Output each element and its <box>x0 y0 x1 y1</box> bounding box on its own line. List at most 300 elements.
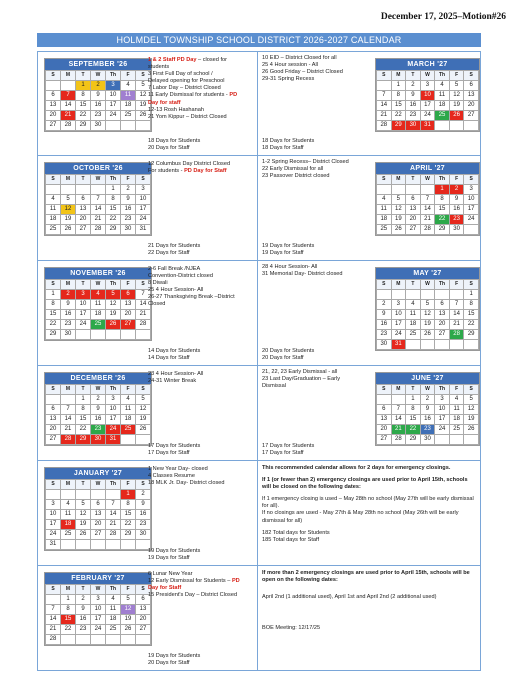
day-cell: 31 <box>106 435 121 445</box>
note-text: 1 & 2 Staff PD Day <box>148 57 197 63</box>
day-cell: 1 <box>391 81 406 91</box>
day-cell: 22 <box>76 425 91 435</box>
weekday-header: F <box>449 280 464 290</box>
day-cell: 5 <box>121 595 136 605</box>
day-cell: 16 <box>76 615 91 625</box>
week-row <box>46 490 151 500</box>
day-cell: 3 <box>435 395 450 405</box>
note-text: 10 EID – District Closed for all <box>262 55 337 61</box>
day-cell: 6 <box>46 91 61 101</box>
total-staff: 185 Total days for Staff <box>262 536 320 543</box>
note-text: 1-2 Spring Recess– District Closed <box>262 159 349 165</box>
note-line <box>148 473 224 480</box>
note-line <box>262 369 340 376</box>
day-cell <box>61 635 76 645</box>
day-cell: 28 <box>61 121 76 131</box>
month-calendar-jun <box>375 372 480 446</box>
day-cell: 5 <box>136 81 151 91</box>
note-text-highlight: PD <box>229 92 238 99</box>
day-cell: 30 <box>136 530 151 540</box>
note-line <box>148 571 240 578</box>
day-cell: 11 <box>61 510 76 520</box>
day-cell: 27 <box>46 435 61 445</box>
days-for-staff: 19 Days for Staff <box>148 554 190 561</box>
day-cell: 11 <box>435 91 450 101</box>
day-cell: 18 <box>61 520 76 530</box>
day-cell: 21 <box>106 520 121 530</box>
week-row <box>46 215 151 225</box>
day-cell: 2 <box>61 290 76 300</box>
month-title: MAY '27 <box>376 268 479 279</box>
weekday-header: W <box>420 175 435 185</box>
day-cell: 8 <box>46 300 61 310</box>
day-cell: 12 <box>136 405 151 415</box>
day-cell <box>435 435 450 445</box>
day-cell: 15 <box>61 615 76 625</box>
month-title: FEBRUARY '27 <box>45 573 151 584</box>
day-cell: 1 <box>106 185 121 195</box>
day-cell: 28 <box>46 635 61 645</box>
note-text: 26-27 Thanksgiving Break –District <box>148 294 235 301</box>
day-cell: 10 <box>46 510 61 520</box>
day-cell: 16 <box>449 205 464 215</box>
day-cell: 18 <box>449 415 464 425</box>
day-cell: 14 <box>420 205 435 215</box>
day-cell: 24 <box>91 625 106 635</box>
weekday-header: T <box>406 71 421 81</box>
day-cell: 3 <box>106 395 121 405</box>
row-oct-apr <box>38 156 480 261</box>
month-notes-sep <box>148 57 237 121</box>
day-cell: 10 <box>464 195 479 205</box>
day-cell: 14 <box>91 205 106 215</box>
note-line <box>148 585 240 592</box>
month-day-counts-jun <box>262 443 314 457</box>
day-cell: 6 <box>46 405 61 415</box>
day-cell: 15 <box>406 415 421 425</box>
day-cell: 10 <box>136 195 151 205</box>
weekday-header: S <box>46 480 61 490</box>
document-date-motion: December 17, 2025–Motion#26 <box>380 12 506 22</box>
weekday-header: Th <box>106 71 121 81</box>
day-cell: 21 <box>420 215 435 225</box>
day-cell: 28 <box>136 320 151 330</box>
day-cell: 24 <box>435 425 450 435</box>
day-cell: 16 <box>406 101 421 111</box>
day-cell: 9 <box>406 91 421 101</box>
week-row <box>46 520 151 530</box>
day-cell: 27 <box>91 530 106 540</box>
day-cell: 9 <box>76 605 91 615</box>
weekday-header: S <box>136 175 151 185</box>
note-line <box>148 466 224 473</box>
day-cell: 30 <box>449 225 464 235</box>
days-for-students: 18 Days for Students <box>148 137 201 144</box>
day-cell: 19 <box>61 215 76 225</box>
note-text-rest: – closed for <box>196 57 227 63</box>
day-cell <box>76 635 91 645</box>
week-row <box>46 330 151 340</box>
day-cell: 13 <box>46 101 61 111</box>
day-cell: 25 <box>449 425 464 435</box>
day-cell: 22 <box>121 520 136 530</box>
day-cell <box>449 290 464 300</box>
day-cell: 1 <box>46 290 61 300</box>
info1-heading: This recommended calendar allows for 2 days for emergency closings. <box>262 465 451 471</box>
month-title: JUNE '27 <box>376 373 479 384</box>
day-cell: 2 <box>91 395 106 405</box>
day-cell: 19 <box>121 615 136 625</box>
note-line <box>148 100 237 107</box>
day-cell: 8 <box>435 195 450 205</box>
day-cell: 12 <box>106 300 121 310</box>
day-cell: 19 <box>106 310 121 320</box>
day-cell: 7 <box>106 500 121 510</box>
boe-meeting: BOE Meeting: 12/17/25 <box>262 625 321 632</box>
day-cell <box>435 121 450 131</box>
day-cell: 11 <box>121 91 136 101</box>
day-cell: 12 <box>76 510 91 520</box>
month-notes-may <box>262 264 343 278</box>
day-cell: 9 <box>420 405 435 415</box>
day-cell: 8 <box>391 91 406 101</box>
weekday-header: S <box>377 280 392 290</box>
day-cell <box>406 340 421 350</box>
day-cell: 18 <box>46 215 61 225</box>
note-text: 25 4 Hour Session- All <box>148 287 204 294</box>
day-cell: 10 <box>106 405 121 415</box>
day-cell <box>121 330 136 340</box>
week-row <box>377 205 479 215</box>
day-cell <box>106 635 121 645</box>
day-cell: 14 <box>136 300 151 310</box>
day-cell: 14 <box>46 615 61 625</box>
day-cell: 31 <box>420 121 435 131</box>
day-cell: 6 <box>377 405 392 415</box>
weekday-header: S <box>136 585 151 595</box>
panel-mar <box>258 52 480 155</box>
day-cell: 27 <box>377 435 392 445</box>
day-cell: 14 <box>61 101 76 111</box>
weekday-header: M <box>391 71 406 81</box>
week-row <box>46 195 151 205</box>
note-line <box>262 264 343 271</box>
info1-p2: If 1 emergency closing is used – May 28th no school (May 27th will be early dismissal for all). <box>262 496 474 510</box>
weekday-header: S <box>46 585 61 595</box>
month-day-counts-apr <box>262 243 314 257</box>
note-text: 2-6 Fall Break /NJEA <box>148 266 201 272</box>
day-cell <box>377 290 392 300</box>
note-line <box>262 159 349 166</box>
day-cell: 17 <box>391 320 406 330</box>
day-cell: 1 <box>61 595 76 605</box>
day-cell: 31 <box>46 540 61 550</box>
day-cell <box>46 81 61 91</box>
weekday-header: S <box>136 480 151 490</box>
note-line <box>148 371 203 378</box>
day-cell: 12 <box>420 310 435 320</box>
week-row <box>46 290 151 300</box>
days-for-staff: 20 Days for Staff <box>148 659 190 666</box>
note-line <box>148 85 237 92</box>
day-cell: 6 <box>121 290 136 300</box>
panel-jun <box>258 366 480 460</box>
day-cell: 4 <box>377 195 392 205</box>
day-cell: 7 <box>391 405 406 415</box>
day-cell: 20 <box>46 425 61 435</box>
week-row <box>46 625 151 635</box>
day-cell: 4 <box>449 395 464 405</box>
month-calendar-feb <box>44 572 152 646</box>
panel-may <box>258 261 480 365</box>
day-cell: 18 <box>377 215 392 225</box>
day-cell: 11 <box>106 605 121 615</box>
month-notes-dec <box>148 371 203 385</box>
weekday-header: S <box>377 385 392 395</box>
day-cell <box>61 490 76 500</box>
day-cell: 20 <box>464 101 479 111</box>
month-calendar-mar <box>375 58 480 132</box>
day-cell: 11 <box>46 205 61 215</box>
weekday-header: T <box>406 280 421 290</box>
day-cell: 21 <box>449 320 464 330</box>
day-cell: 26 <box>61 225 76 235</box>
day-cell: 4 <box>121 81 136 91</box>
weekday-header: W <box>420 280 435 290</box>
week-row <box>377 395 479 405</box>
day-cell: 16 <box>136 510 151 520</box>
day-cell: 20 <box>435 320 450 330</box>
day-cell: 20 <box>76 215 91 225</box>
note-text: Delayed opening for Preschool <box>148 78 225 85</box>
day-cell: 10 <box>106 91 121 101</box>
day-cell <box>106 490 121 500</box>
week-row <box>377 320 479 330</box>
weekday-header: F <box>449 385 464 395</box>
day-cell: 25 <box>406 330 421 340</box>
day-cell: 12 <box>61 205 76 215</box>
day-cell: 22 <box>61 625 76 635</box>
total-students: 182 Total days for Students <box>262 529 330 536</box>
day-cell: 8 <box>121 500 136 510</box>
day-cell: 4 <box>106 595 121 605</box>
weekday-header: W <box>91 71 106 81</box>
day-cell: 21 <box>91 215 106 225</box>
day-cell: 28 <box>377 121 392 131</box>
day-cell: 17 <box>136 205 151 215</box>
month-notes-oct <box>148 161 230 175</box>
day-cell: 21 <box>61 111 76 121</box>
month-day-counts-mar <box>262 138 314 152</box>
week-row <box>46 425 151 435</box>
day-cell: 15 <box>106 205 121 215</box>
day-cell: 9 <box>61 300 76 310</box>
day-cell: 17 <box>91 615 106 625</box>
note-text: 18 MLK Jr. Day- District closed <box>148 480 225 487</box>
day-cell: 20 <box>406 215 421 225</box>
week-row <box>46 605 151 615</box>
month-calendar-nov <box>44 267 152 341</box>
day-cell <box>136 635 151 645</box>
day-cell: 9 <box>449 195 464 205</box>
day-cell: 18 <box>106 615 121 625</box>
day-cell <box>464 340 479 350</box>
week-row <box>377 415 479 425</box>
day-cell <box>464 225 479 235</box>
note-text: 29-31 Spring Recess <box>262 76 315 83</box>
day-cell <box>61 185 76 195</box>
day-cell: 24 <box>464 215 479 225</box>
day-cell: 12 <box>464 405 479 415</box>
day-cell: 3 <box>391 300 406 310</box>
month-title: DECEMBER '26 <box>45 373 151 384</box>
day-cell <box>406 290 421 300</box>
note-line <box>148 280 235 287</box>
week-row <box>377 225 479 235</box>
note-text: 4 Classes Resume <box>148 473 195 480</box>
day-cell: 8 <box>406 405 421 415</box>
panel-apr <box>258 156 480 260</box>
day-cell: 13 <box>435 310 450 320</box>
day-cell <box>91 490 106 500</box>
note-text: 7 Labor Day – District Closed <box>148 85 221 92</box>
week-row <box>377 290 479 300</box>
note-text-highlight: PD Day for Staff <box>184 168 227 175</box>
day-cell: 27 <box>435 330 450 340</box>
day-cell: 7 <box>377 91 392 101</box>
weekday-header: T <box>406 175 421 185</box>
weekday-header: S <box>46 71 61 81</box>
day-cell: 21 <box>391 425 406 435</box>
day-cell <box>76 490 91 500</box>
day-cell: 8 <box>76 405 91 415</box>
weekday-header: Th <box>106 480 121 490</box>
panel-sep <box>38 52 258 155</box>
day-cell: 10 <box>435 405 450 415</box>
day-cell: 8 <box>76 91 91 101</box>
day-cell: 1 <box>76 395 91 405</box>
weekday-header: T <box>76 585 91 595</box>
week-row <box>377 310 479 320</box>
calendar-banner-title: HOLMDEL TOWNSHIP SCHOOL DISTRICT 2026-2027 CALENDAR <box>37 33 481 47</box>
day-cell: 30 <box>91 121 106 131</box>
day-cell: 17 <box>464 205 479 215</box>
note-text: Convention-District closed <box>148 273 213 280</box>
week-row <box>46 510 151 520</box>
weekday-header: M <box>61 585 76 595</box>
day-cell: 29 <box>76 121 91 131</box>
note-line <box>148 578 240 585</box>
note-text: 26 Good Friday – District Closed <box>262 69 343 76</box>
note-text: 6 Lunar New Year <box>148 571 193 577</box>
day-cell: 26 <box>136 111 151 121</box>
day-cell: 6 <box>136 595 151 605</box>
days-for-staff: 17 Days for Staff <box>148 449 190 456</box>
day-cell: 5 <box>136 395 151 405</box>
day-cell: 7 <box>91 195 106 205</box>
note-line <box>148 57 237 64</box>
day-cell <box>76 330 91 340</box>
day-cell: 15 <box>46 310 61 320</box>
day-cell: 26 <box>136 425 151 435</box>
panel-info2 <box>258 566 480 670</box>
row-dec-jun <box>38 366 480 461</box>
month-notes-nov <box>148 266 235 309</box>
day-cell <box>377 395 392 405</box>
day-cell <box>61 395 76 405</box>
days-for-students: 14 Days for Students <box>148 347 201 354</box>
week-row <box>46 405 151 415</box>
note-text: 8 Diwali <box>148 280 168 287</box>
info1-p3: If no closings are used - May 27th & May 28th no school (May 26th will be early dismissal for all) <box>262 510 459 524</box>
day-cell: 5 <box>391 195 406 205</box>
weekday-header: Th <box>435 280 450 290</box>
day-cell: 13 <box>121 300 136 310</box>
month-notes-apr <box>262 159 349 180</box>
days-for-students: 19 Days for Students <box>148 652 201 659</box>
day-cell <box>391 290 406 300</box>
day-cell <box>420 185 435 195</box>
week-row <box>46 595 151 605</box>
day-cell <box>46 185 61 195</box>
days-for-students: 21 Days for Students <box>148 242 201 249</box>
day-cell: 5 <box>449 81 464 91</box>
day-cell: 15 <box>76 101 91 111</box>
note-line <box>148 273 235 280</box>
row-feb-info <box>38 566 480 670</box>
day-cell <box>91 540 106 550</box>
day-cell: 4 <box>61 500 76 510</box>
day-cell: 29 <box>391 121 406 131</box>
day-cell: 16 <box>91 415 106 425</box>
day-cell: 7 <box>449 300 464 310</box>
weekday-header: T <box>76 280 91 290</box>
day-cell: 9 <box>91 91 106 101</box>
month-title: NOVEMBER '26 <box>45 268 151 279</box>
day-cell: 21 <box>61 425 76 435</box>
day-cell <box>391 395 406 405</box>
month-calendar-sep <box>44 58 152 132</box>
day-cell: 19 <box>464 415 479 425</box>
day-cell: 14 <box>449 310 464 320</box>
weekday-header: S <box>46 280 61 290</box>
note-line <box>148 114 237 121</box>
day-cell <box>449 121 464 131</box>
note-line <box>148 480 224 487</box>
day-cell: 3 <box>91 595 106 605</box>
day-cell: 13 <box>76 205 91 215</box>
note-line <box>148 294 235 301</box>
weekday-header: F <box>449 71 464 81</box>
day-cell: 23 <box>91 111 106 121</box>
day-cell: 25 <box>377 225 392 235</box>
week-row <box>46 540 151 550</box>
days-for-staff: 14 Days for Staff <box>148 354 190 361</box>
weekday-header: T <box>76 71 91 81</box>
month-day-counts-feb <box>148 653 200 667</box>
day-cell: 29 <box>121 530 136 540</box>
day-cell <box>106 540 121 550</box>
days-for-students: 17 Days for Students <box>148 442 201 449</box>
day-cell: 18 <box>435 101 450 111</box>
day-cell: 24 <box>106 425 121 435</box>
note-text: Dismissal <box>262 383 286 390</box>
weekday-header: M <box>61 385 76 395</box>
day-cell: 2 <box>76 595 91 605</box>
day-cell <box>106 330 121 340</box>
day-cell <box>46 395 61 405</box>
emergency-info-2 <box>262 570 474 632</box>
